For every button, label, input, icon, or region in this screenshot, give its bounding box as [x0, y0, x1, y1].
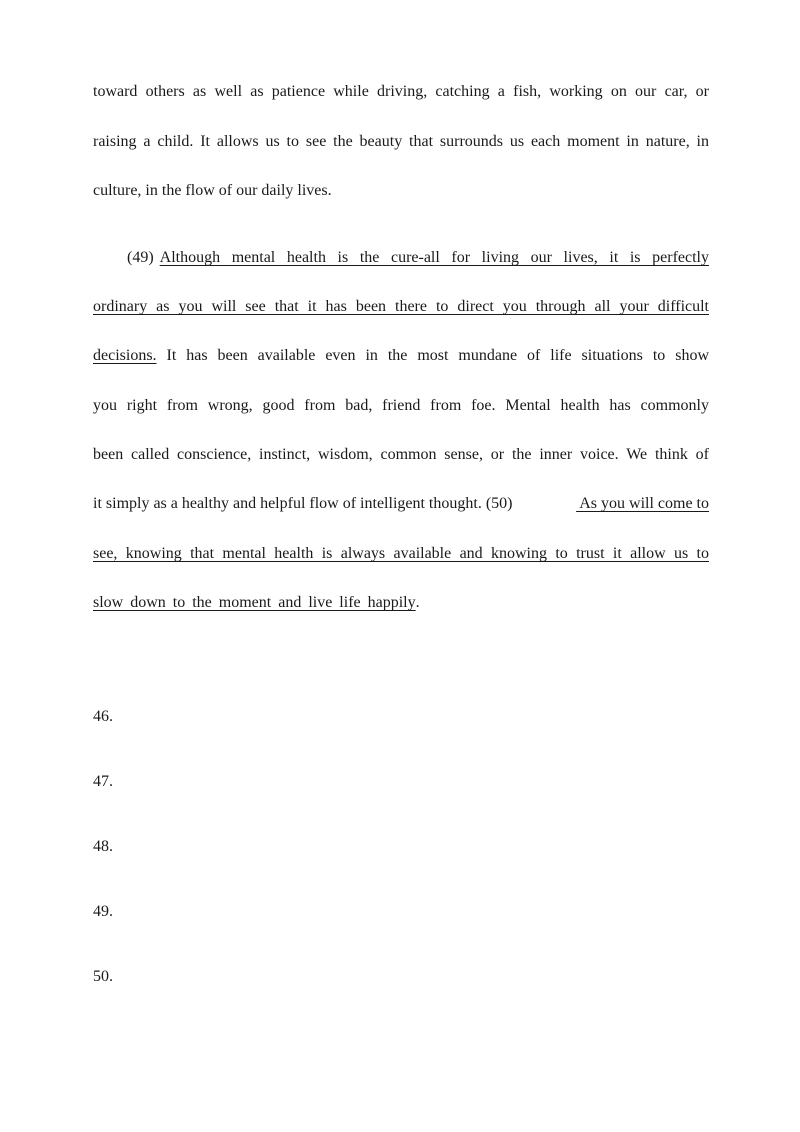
passage-line-9 — [93, 494, 709, 514]
text-segment: toward others as well as patience while driving, catching a fish, working on our car, or — [93, 83, 709, 100]
answer-number-50: 50. — [93, 968, 113, 985]
passage-line-11 — [93, 593, 709, 613]
text-segment: . — [415, 594, 420, 611]
answer-number-48: 48. — [93, 838, 113, 855]
text-segment: been called conscience, instinct, wisdom, common sense, or the inner voice. We think of — [93, 446, 709, 463]
text-segment: it simply as a healthy and helpful flow of intelligent thought. (50) — [93, 495, 513, 512]
text-segment: raising a child. It allows us to see the beauty that surrounds us each moment in nature, in — [93, 133, 709, 150]
passage-line-3 — [93, 181, 709, 201]
passage-line-4 — [127, 248, 709, 268]
answer-number-49: 49. — [93, 903, 113, 920]
underlined-sentence-49: Although mental health is the cure-all for living our lives, it is perfectly — [159, 249, 709, 266]
underlined-sentence-50-continued: see, knowing that mental health is always available and knowing to trust it allow us to — [93, 545, 709, 562]
passage-line-6 — [93, 346, 709, 366]
underlined-sentence-49-continued: ordinary as you will see that it has been there to direct you through all your difficult — [93, 298, 709, 315]
underlined-sentence-50: As you will come to — [576, 495, 709, 512]
answer-number-46: 46. — [93, 708, 113, 725]
passage-line-7 — [93, 396, 709, 416]
passage-line-10 — [93, 544, 709, 564]
text-segment: It has been available even in the most mundane of life situations to show — [156, 347, 709, 364]
text-segment: culture, in the flow of our daily lives. — [93, 182, 332, 199]
passage-line-1 — [93, 82, 709, 102]
underlined-sentence-50-end: slow down to the moment and live life happily — [93, 594, 416, 611]
underlined-sentence-49-end: decisions. — [93, 347, 157, 364]
answer-number-47: 47. — [93, 773, 113, 790]
question-marker-49: (49) — [127, 249, 154, 266]
text-segment: you right from wrong, good from bad, friend from foe. Mental health has commonly — [93, 397, 709, 414]
passage-line-8 — [93, 445, 709, 465]
passage-line-2 — [93, 132, 709, 152]
passage-line-5 — [93, 297, 709, 317]
